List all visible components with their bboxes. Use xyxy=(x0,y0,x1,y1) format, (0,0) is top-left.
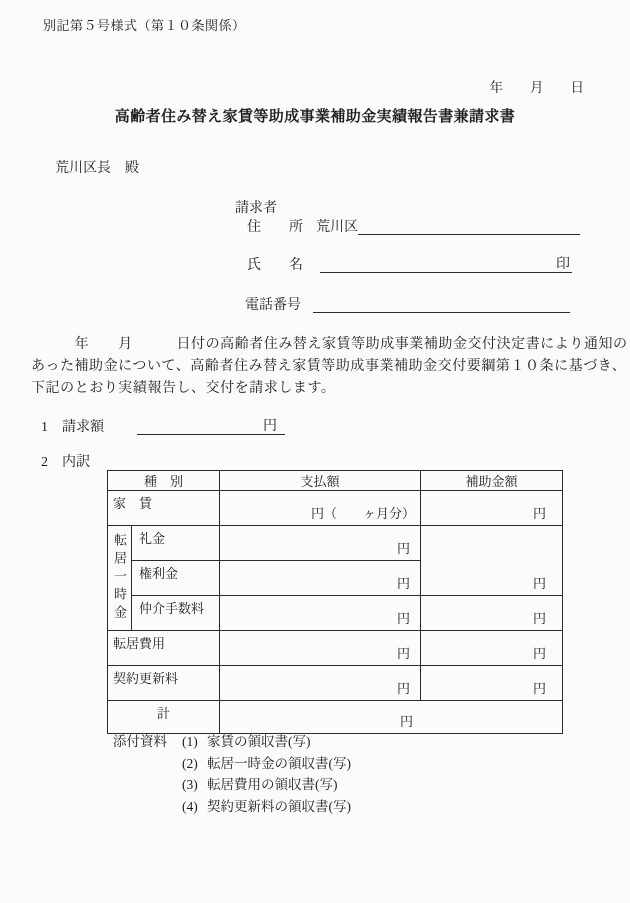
reikin-kenrikin-subsidy-cell: 円 xyxy=(421,526,563,596)
name-row xyxy=(247,256,572,273)
attachment-number: (2) xyxy=(182,755,198,771)
breakdown-section-label: 2 内訳 xyxy=(41,455,90,470)
header-subsidy-amount: 補助金額 xyxy=(421,471,563,491)
rent-row xyxy=(108,491,563,526)
claim-amount-unit: 円 xyxy=(263,419,277,434)
moving-lump-sum-group-cell xyxy=(108,526,132,631)
address-blank-line xyxy=(358,217,580,235)
reikin-label: 礼金 xyxy=(132,526,220,561)
moving-cost-row xyxy=(108,631,563,666)
attachment-text: 転居一時金の領収書(写) xyxy=(207,755,351,771)
renewal-fee-row xyxy=(108,666,563,701)
renewal-fee-paid-cell: 円 xyxy=(220,666,421,701)
address-prefix: 荒川区 xyxy=(316,220,358,235)
attachments-section xyxy=(113,733,351,819)
brokerage-row xyxy=(108,596,563,631)
body-paragraph xyxy=(31,334,630,400)
name-blank-line xyxy=(320,255,572,273)
claim-amount-row xyxy=(41,420,285,435)
name-label: 氏 名 xyxy=(247,258,303,273)
phone-row xyxy=(245,296,570,313)
body-line-3: 下記のとおり実績報告し、交付を請求します。 xyxy=(31,381,336,396)
reikin-paid-cell: 円 xyxy=(220,526,421,561)
header-paid-amount: 支払額 xyxy=(220,471,421,491)
moving-cost-label: 転居費用 xyxy=(108,631,220,666)
kenrikin-paid-cell: 円 xyxy=(220,561,421,596)
address-row xyxy=(247,218,580,235)
renewal-fee-subsidy-cell: 円 xyxy=(421,666,563,701)
rent-subsidy-cell: 円 xyxy=(421,491,563,526)
page-title: 高齢者住み替え家賃等助成事業補助金実績報告書兼請求書 xyxy=(114,108,516,125)
brokerage-label: 仲介手数料 xyxy=(132,596,220,631)
attachment-item xyxy=(113,798,351,820)
addressee: 荒川区長 殿 xyxy=(55,161,139,176)
body-line-2: あった補助金について、高齢者住み替え家賃等助成事業補助金交付要綱第１０条に基づき、 xyxy=(31,359,627,374)
table-header-row xyxy=(108,471,563,491)
breakdown-table xyxy=(107,470,563,734)
brokerage-subsidy-cell: 円 xyxy=(421,596,563,631)
phone-label: 電話番号 xyxy=(245,298,301,313)
phone-blank-line xyxy=(313,295,570,313)
renewal-fee-label: 契約更新料 xyxy=(108,666,220,701)
attachment-item xyxy=(113,755,351,777)
claimant-heading: 請求者 xyxy=(235,201,277,216)
reikin-row xyxy=(108,526,563,561)
attachment-item xyxy=(113,776,351,798)
claim-amount-blank-line xyxy=(137,419,285,435)
header-type: 種 別 xyxy=(108,471,220,491)
address-label: 住 所 xyxy=(247,220,303,235)
attachment-item xyxy=(113,733,351,755)
total-label: 計 xyxy=(108,701,220,734)
moving-cost-paid-cell: 円 xyxy=(220,631,421,666)
attachments-label: 添付資料 xyxy=(113,734,167,749)
total-amount-cell: 円 xyxy=(220,701,563,734)
brokerage-paid-cell: 円 xyxy=(220,596,421,631)
kenrikin-label: 権利金 xyxy=(132,561,220,596)
attachment-text: 契約更新料の領収書(写) xyxy=(207,798,351,814)
moving-cost-subsidy-cell: 円 xyxy=(421,631,563,666)
moving-lump-sum-label: 転居一時金 xyxy=(112,533,127,623)
attachment-text: 転居費用の領収書(写) xyxy=(207,777,338,792)
attachment-number: (3) xyxy=(182,777,198,792)
body-line-1: 年 月 日付の高齢者住み替え家賃等助成事業補助金交付決定書により通知の xyxy=(31,337,628,352)
seal-mark: 印 xyxy=(556,257,570,272)
rent-paid-cell: 円（ ヶ月分） xyxy=(220,491,421,526)
claim-amount-label: 1 請求額 xyxy=(41,420,104,435)
date-line: 年 月 日 xyxy=(489,80,584,95)
attachment-number: (1) xyxy=(182,734,198,749)
attachment-number: (4) xyxy=(182,798,198,814)
total-row xyxy=(108,701,563,734)
form-number: 別記第５号様式（第１０条関係） xyxy=(43,18,246,33)
rent-label: 家 賃 xyxy=(108,491,220,526)
attachment-text: 家賃の領収書(写) xyxy=(207,734,311,749)
